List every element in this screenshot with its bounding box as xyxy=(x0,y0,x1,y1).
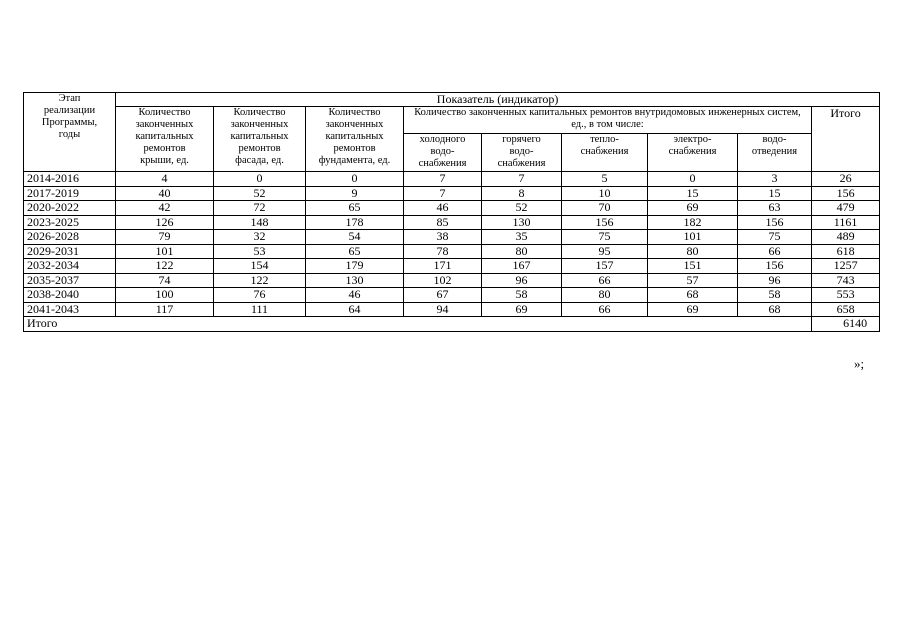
facades-cell: 148 xyxy=(214,215,306,230)
header-electric-text: электро- снабжения xyxy=(668,134,717,157)
heat-cell: 95 xyxy=(562,244,648,259)
foundations-cell: 54 xyxy=(306,230,404,245)
total-cell: 743 xyxy=(812,273,880,288)
total-cell: 1161 xyxy=(812,215,880,230)
total-cell: 1257 xyxy=(812,259,880,274)
header-engineering: Количество законченных капитальных ремонтов внутридомовых инженерных систем, ед., в том числе: xyxy=(404,107,812,134)
period-cell: 2020-2022 xyxy=(24,201,116,216)
cold-water-cell: 85 xyxy=(404,215,482,230)
foundations-cell: 179 xyxy=(306,259,404,274)
total-cell: 156 xyxy=(812,186,880,201)
closing-quote-mark: »; xyxy=(854,356,865,371)
cold-water-cell: 7 xyxy=(404,186,482,201)
header-indicator: Показатель (индикатор) xyxy=(116,93,880,107)
roofs-cell: 100 xyxy=(116,288,214,303)
hot-water-cell: 130 xyxy=(482,215,562,230)
header-period xyxy=(24,93,116,172)
hot-water-cell: 7 xyxy=(482,172,562,187)
foundations-cell: 178 xyxy=(306,215,404,230)
electric-cell: 69 xyxy=(648,302,738,317)
hot-water-cell: 69 xyxy=(482,302,562,317)
heat-cell: 157 xyxy=(562,259,648,274)
cold-water-cell: 94 xyxy=(404,302,482,317)
drainage-cell: 75 xyxy=(738,230,812,245)
hot-water-cell: 58 xyxy=(482,288,562,303)
heat-cell: 80 xyxy=(562,288,648,303)
facades-cell: 122 xyxy=(214,273,306,288)
header-hot-water-text: горячего водо- снабжения xyxy=(497,134,546,169)
roofs-cell: 126 xyxy=(116,215,214,230)
table-row xyxy=(24,259,880,274)
total-cell: 618 xyxy=(812,244,880,259)
total-cell: 479 xyxy=(812,201,880,216)
facades-cell: 32 xyxy=(214,230,306,245)
header-hot-water xyxy=(482,134,562,172)
electric-cell: 80 xyxy=(648,244,738,259)
total-cell: 26 xyxy=(812,172,880,187)
cold-water-cell: 46 xyxy=(404,201,482,216)
table-row xyxy=(24,288,880,303)
foundations-cell: 46 xyxy=(306,288,404,303)
heat-cell: 66 xyxy=(562,302,648,317)
facades-cell: 52 xyxy=(214,186,306,201)
roofs-cell: 42 xyxy=(116,201,214,216)
period-cell: 2032-2034 xyxy=(24,259,116,274)
electric-cell: 15 xyxy=(648,186,738,201)
header-cold-water xyxy=(404,134,482,172)
roofs-cell: 4 xyxy=(116,172,214,187)
period-cell: 2014-2016 xyxy=(24,172,116,187)
facades-cell: 76 xyxy=(214,288,306,303)
electric-cell: 151 xyxy=(648,259,738,274)
table-row xyxy=(24,186,880,201)
period-cell: 2023-2025 xyxy=(24,215,116,230)
total-cell: 553 xyxy=(812,288,880,303)
heat-cell: 75 xyxy=(562,230,648,245)
table-row xyxy=(24,172,880,187)
drainage-cell: 96 xyxy=(738,273,812,288)
header-heat xyxy=(562,134,648,172)
hot-water-cell: 35 xyxy=(482,230,562,245)
period-cell: 2041-2043 xyxy=(24,302,116,317)
electric-cell: 182 xyxy=(648,215,738,230)
header-roofs-text: Количество законченных капитальных ремонтов крыши, ед. xyxy=(135,107,194,166)
drainage-cell: 66 xyxy=(738,244,812,259)
hot-water-cell: 52 xyxy=(482,201,562,216)
header-drainage-text: водо- отведения xyxy=(751,134,798,157)
roofs-cell: 40 xyxy=(116,186,214,201)
header-drainage xyxy=(738,134,812,172)
heat-cell: 156 xyxy=(562,215,648,230)
cold-water-cell: 7 xyxy=(404,172,482,187)
period-cell: 2038-2040 xyxy=(24,288,116,303)
roofs-cell: 117 xyxy=(116,302,214,317)
heat-cell: 66 xyxy=(562,273,648,288)
heat-cell: 5 xyxy=(562,172,648,187)
period-cell: 2035-2037 xyxy=(24,273,116,288)
cold-water-cell: 38 xyxy=(404,230,482,245)
foundations-cell: 65 xyxy=(306,244,404,259)
drainage-cell: 68 xyxy=(738,302,812,317)
table-row xyxy=(24,244,880,259)
total-row-label: Итого xyxy=(24,317,812,332)
cold-water-cell: 78 xyxy=(404,244,482,259)
roofs-cell: 101 xyxy=(116,244,214,259)
header-foundations-text: Количество законченных капитальных ремонтов фундамента, ед. xyxy=(318,107,391,166)
electric-cell: 57 xyxy=(648,273,738,288)
header-foundations xyxy=(306,107,404,172)
hot-water-cell: 96 xyxy=(482,273,562,288)
roofs-cell: 79 xyxy=(116,230,214,245)
header-heat-text: тепло- снабжения xyxy=(580,134,629,157)
cold-water-cell: 67 xyxy=(404,288,482,303)
period-cell: 2017-2019 xyxy=(24,186,116,201)
facades-cell: 72 xyxy=(214,201,306,216)
foundations-cell: 130 xyxy=(306,273,404,288)
hot-water-cell: 8 xyxy=(482,186,562,201)
total-cell: 489 xyxy=(812,230,880,245)
cold-water-cell: 102 xyxy=(404,273,482,288)
table-row xyxy=(24,201,880,216)
hot-water-cell: 80 xyxy=(482,244,562,259)
cold-water-cell: 171 xyxy=(404,259,482,274)
header-cold-water-text: холодного водо- снабжения xyxy=(418,134,467,169)
table-row xyxy=(24,230,880,245)
electric-cell: 0 xyxy=(648,172,738,187)
drainage-cell: 3 xyxy=(738,172,812,187)
heat-cell: 70 xyxy=(562,201,648,216)
facades-cell: 53 xyxy=(214,244,306,259)
electric-cell: 68 xyxy=(648,288,738,303)
facades-cell: 111 xyxy=(214,302,306,317)
electric-cell: 101 xyxy=(648,230,738,245)
roofs-cell: 74 xyxy=(116,273,214,288)
total-cell: 658 xyxy=(812,302,880,317)
drainage-cell: 58 xyxy=(738,288,812,303)
header-roofs xyxy=(116,107,214,172)
table-row xyxy=(24,215,880,230)
facades-cell: 154 xyxy=(214,259,306,274)
capital-repairs-table xyxy=(23,92,880,332)
header-electric xyxy=(648,134,738,172)
foundations-cell: 65 xyxy=(306,201,404,216)
foundations-cell: 64 xyxy=(306,302,404,317)
table-row xyxy=(24,302,880,317)
heat-cell: 10 xyxy=(562,186,648,201)
foundations-cell: 9 xyxy=(306,186,404,201)
drainage-cell: 156 xyxy=(738,259,812,274)
roofs-cell: 122 xyxy=(116,259,214,274)
total-row-value: 6140 xyxy=(812,317,880,332)
header-facades xyxy=(214,107,306,172)
header-total: Итого xyxy=(812,107,880,172)
electric-cell: 69 xyxy=(648,201,738,216)
hot-water-cell: 167 xyxy=(482,259,562,274)
drainage-cell: 156 xyxy=(738,215,812,230)
facades-cell: 0 xyxy=(214,172,306,187)
table-row xyxy=(24,273,880,288)
period-cell: 2029-2031 xyxy=(24,244,116,259)
header-facades-text: Количество законченных капитальных ремонтов фасада, ед. xyxy=(230,107,289,166)
drainage-cell: 63 xyxy=(738,201,812,216)
period-cell: 2026-2028 xyxy=(24,230,116,245)
foundations-cell: 0 xyxy=(306,172,404,187)
drainage-cell: 15 xyxy=(738,186,812,201)
total-row xyxy=(24,317,880,332)
header-period-text: Этап реализации Программы, годы xyxy=(41,93,98,140)
